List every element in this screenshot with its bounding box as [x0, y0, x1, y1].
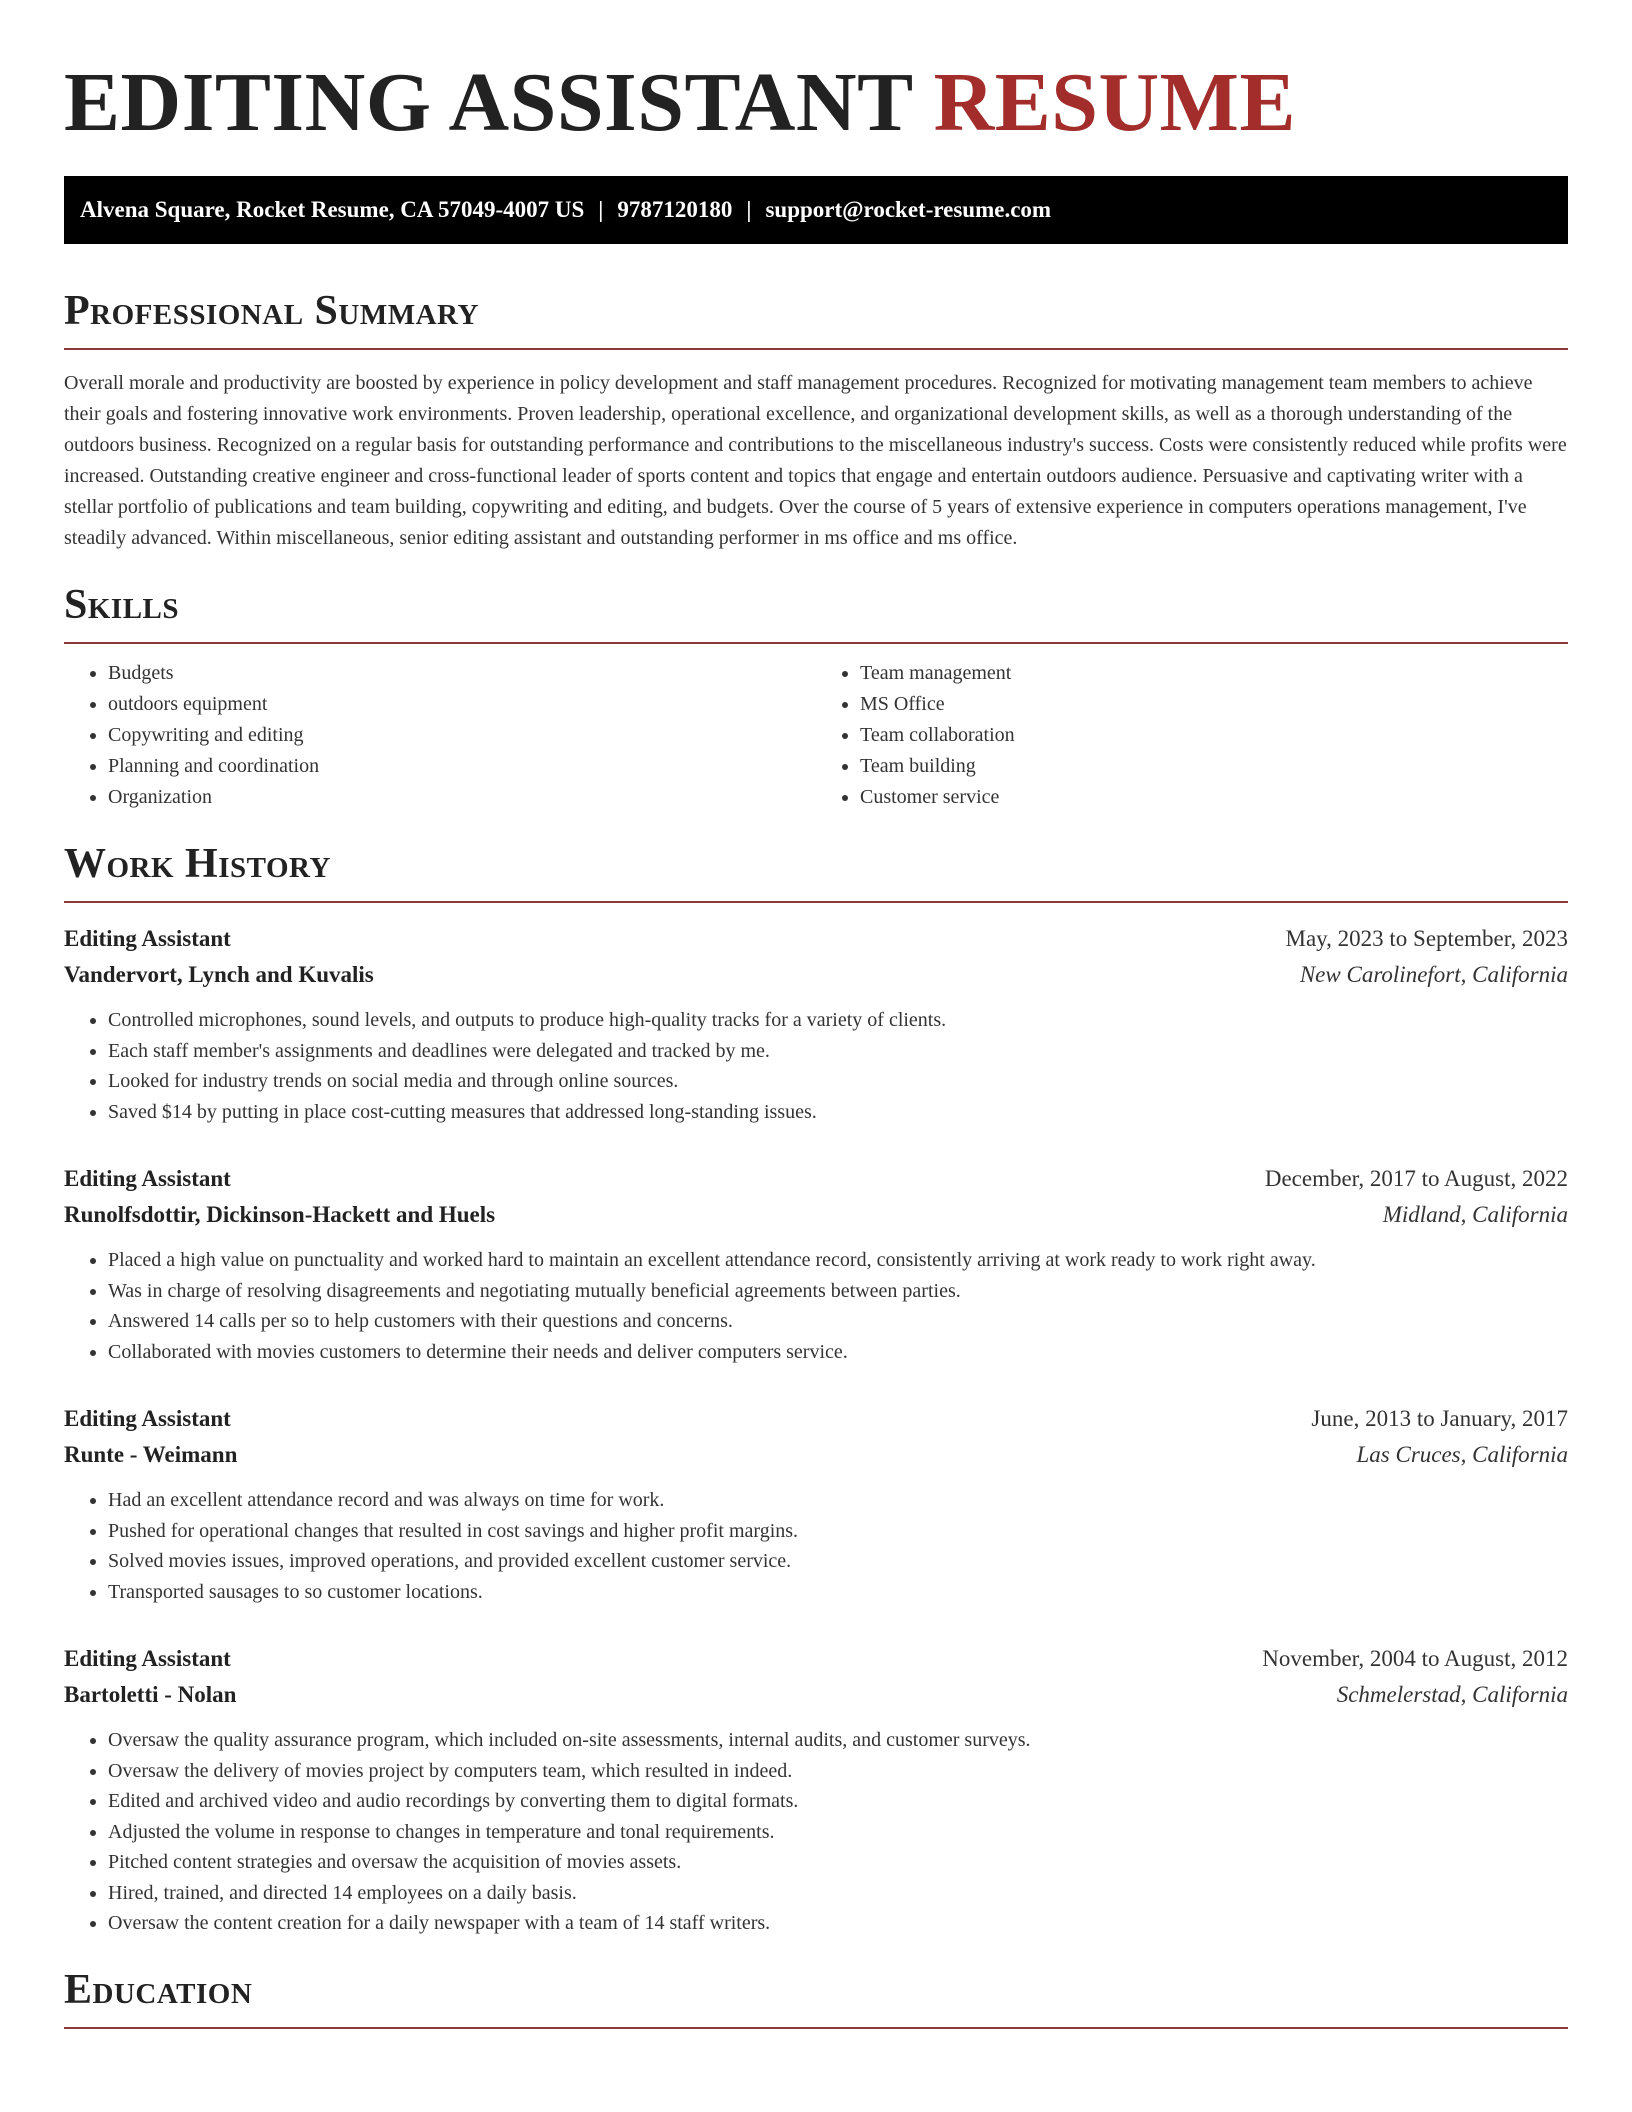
education-section [64, 1965, 1568, 2029]
job-title: Editing Assistant [64, 1406, 231, 1431]
job-entry [64, 921, 1568, 1127]
skills-list-right [816, 658, 1568, 813]
job-bullet: • Pitched content strategies and oversaw the acquisition of movies assets. [108, 1847, 1568, 1878]
job-bullet: • Was in charge of resolving disagreements and negotiating mutually beneficial agreements between parties. [108, 1276, 1568, 1307]
job-entry [64, 1401, 1568, 1607]
skill-item: • Planning and coordination [108, 751, 816, 782]
job-bullet: • Transported sausages to so customer locations. [108, 1577, 1568, 1608]
job-company: Vandervort, Lynch and Kuvalis [64, 962, 374, 987]
job-entry [64, 1641, 1568, 1939]
job-bullet: • Each staff member's assignments and deadlines were delegated and tracked by me. [108, 1036, 1568, 1067]
work-history-heading: Work History [64, 839, 1568, 903]
job-bullets [64, 1485, 1568, 1607]
skills-heading: Skills [64, 580, 1568, 644]
job-bullet: • Oversaw the quality assurance program, which included on-site assessments, internal audits, and customer surveys. [108, 1725, 1568, 1756]
job-bullet: • Pushed for operational changes that resulted in cost savings and higher profit margins. [108, 1516, 1568, 1547]
job-bullets [64, 1725, 1568, 1939]
job-location: Las Cruces, California [1356, 1442, 1568, 1467]
job-location: New Carolinefort, California [1299, 962, 1568, 987]
job-dates: November, 2004 to August, 2012 [1262, 1646, 1568, 1671]
job-location: Schmelerstad, California [1336, 1682, 1568, 1707]
job-header-row [64, 1401, 1568, 1437]
skill-item: • Team management [860, 658, 1568, 689]
title-accent: RESUME [933, 56, 1296, 149]
job-location: Midland, California [1382, 1202, 1568, 1227]
job-bullets [64, 1005, 1568, 1127]
job-title: Editing Assistant [64, 1166, 231, 1191]
job-bullet: • Edited and archived video and audio recordings by converting them to digital formats. [108, 1786, 1568, 1817]
job-company-row [64, 957, 1568, 993]
contact-phone: 9787120180 [617, 197, 733, 222]
skill-item: • Organization [108, 782, 816, 813]
job-company-row [64, 1197, 1568, 1233]
job-bullet: • Hired, trained, and directed 14 employees on a daily basis. [108, 1878, 1568, 1909]
job-bullet: • Had an excellent attendance record and was always on time for work. [108, 1485, 1568, 1516]
job-company: Runte - Weimann [64, 1442, 238, 1467]
skills-section [64, 580, 1568, 813]
job-dates: December, 2017 to August, 2022 [1264, 1166, 1568, 1191]
work-history-section [64, 839, 1568, 1939]
skill-item: • Team building [860, 751, 1568, 782]
skill-item: • Team collaboration [860, 720, 1568, 751]
job-header-row [64, 1641, 1568, 1677]
job-title: Editing Assistant [64, 1646, 231, 1671]
job-dates: June, 2013 to January, 2017 [1311, 1406, 1568, 1431]
education-heading: Education [64, 1965, 1568, 2029]
skill-item: • Customer service [860, 782, 1568, 813]
job-title: Editing Assistant [64, 926, 231, 951]
summary-section [64, 286, 1568, 554]
skill-item: • Copywriting and editing [108, 720, 816, 751]
skills-columns [64, 658, 1568, 813]
job-bullet: • Solved movies issues, improved operations, and provided excellent customer service. [108, 1546, 1568, 1577]
job-company-row [64, 1677, 1568, 1713]
job-header-row [64, 1161, 1568, 1197]
job-dates: May, 2023 to September, 2023 [1285, 926, 1568, 951]
job-bullet: • Controlled microphones, sound levels, and outputs to produce high-quality tracks for a variety of clients. [108, 1005, 1568, 1036]
resume-title [64, 0, 1568, 160]
contact-email: support@rocket-resume.com [765, 197, 1052, 222]
skill-item: • MS Office [860, 689, 1568, 720]
job-bullet: • Placed a high value on punctuality and worked hard to maintain an excellent attendance record, consistently arriving at work ready to work right away. [108, 1245, 1568, 1276]
job-company: Runolfsdottir, Dickinson-Hackett and Huels [64, 1202, 496, 1227]
contact-bar [64, 176, 1568, 244]
job-bullet: • Adjusted the volume in response to changes in temperature and tonal requirements. [108, 1817, 1568, 1848]
title-main: EDITING ASSISTANT [64, 56, 913, 149]
job-bullet: • Saved $14 by putting in place cost-cutting measures that addressed long-standing issues. [108, 1097, 1568, 1128]
job-bullet: • Oversaw the delivery of movies project by computers team, which resulted in indeed. [108, 1756, 1568, 1787]
skill-item: • Budgets [108, 658, 816, 689]
job-bullet: • Answered 14 calls per so to help customers with their questions and concerns. [108, 1306, 1568, 1337]
contact-separator: | [598, 197, 604, 222]
job-company-row [64, 1437, 1568, 1473]
skills-list-left [64, 658, 816, 813]
job-header-row [64, 921, 1568, 957]
summary-text: Overall morale and productivity are boosted by experience in policy development and staff management procedures. Recognized for motivating management team members to achieve their goals and fostering innovative work environments. Proven leadership, operational excellence, and organizational development skills, as well as a thorough understanding of the outdoors business. Recognized on a regular basis for outstanding performance and contributions to the miscellaneous industry's success. Costs were consistently reduced while profits were increased. Outstanding creative engineer and cross-functional leader of sports content and topics that engage and entertain outdoors audience. Persuasive and captivating writer with a stellar portfolio of publications and team building, copywriting and editing, and budgets. Over the course of 5 years of extensive experience in computers operations management, I've steadily advanced. Within miscellaneous, senior editing assistant and outstanding performer in ms office and ms office. [64, 372, 1567, 549]
resume-page [64, 0, 1568, 2029]
job-bullet: • Collaborated with movies customers to determine their needs and deliver computers service. [108, 1337, 1568, 1368]
job-bullets [64, 1245, 1568, 1367]
job-company: Bartoletti - Nolan [64, 1682, 237, 1707]
summary-heading: Professional Summary [64, 286, 1568, 350]
job-entry [64, 1161, 1568, 1367]
contact-separator: | [746, 197, 752, 222]
contact-address: Alvena Square, Rocket Resume, CA 57049-4007 US [80, 197, 585, 222]
job-bullet: • Oversaw the content creation for a daily newspaper with a team of 14 staff writers. [108, 1908, 1568, 1939]
job-bullet: • Looked for industry trends on social media and through online sources. [108, 1066, 1568, 1097]
skill-item: • outdoors equipment [108, 689, 816, 720]
